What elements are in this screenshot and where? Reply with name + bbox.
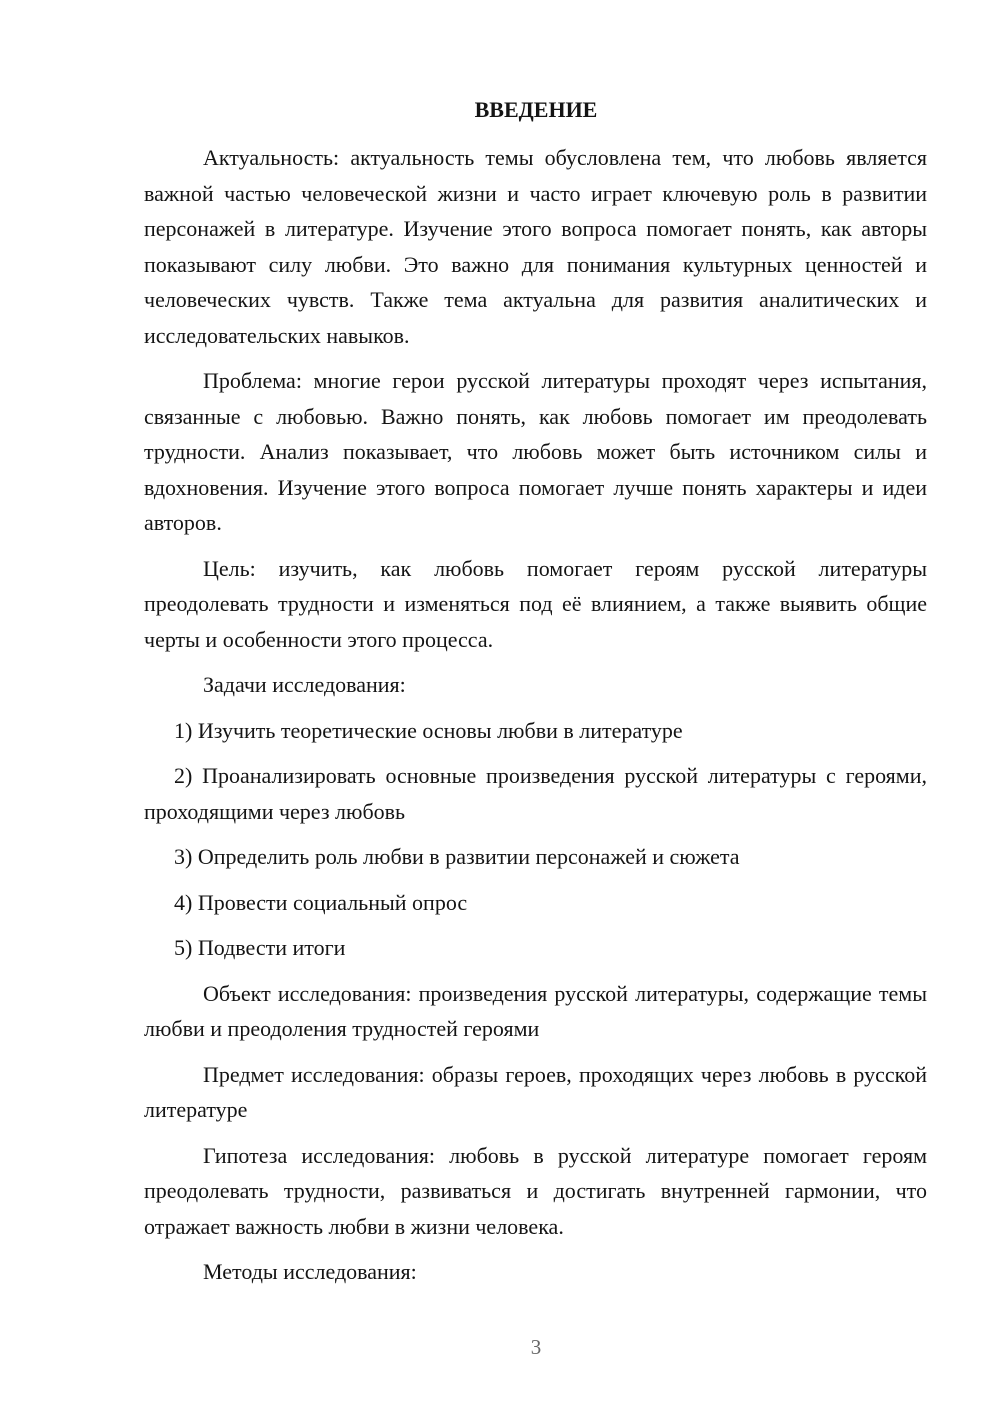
task-item: 1) Изучить теоретические основы любви в литературе (174, 717, 683, 743)
paragraph-methods-heading: Методы исследования: (203, 1259, 417, 1284)
paragraph-relevance: Актуальность: актуальность темы обусловлена тем, что любовь является важной частью человеческой жизни и часто играет ключевую роль в развитии персонажей в литературе. Изучение этого вопроса помогает понять, как авторы показывают силу любви. Это важно для понимания культурных ценностей и человеческих чувств. Также тема актуальна для развития аналитических и исследовательских навыков. (144, 145, 927, 348)
page-number: 3 (530, 1335, 542, 1359)
paragraph-object: Объект исследования: произведения русской литературы, содержащие темы любви и преодоления трудностей героями (144, 980, 927, 1041)
section-title: ВВЕДЕНИЕ (474, 97, 598, 122)
task-item: 5) Подвести итоги (174, 935, 346, 960)
task-item: 2) Проанализировать основные произведения русской литературы с героями, проходящими через любовь (144, 763, 927, 824)
paragraph-tasks-heading: Задачи исследования: (203, 672, 406, 697)
paragraph-problem: Проблема: многие герои русской литературы проходят через испытания, связанные с любовью. Важно понять, как любовь помогает им преодолевать трудности. Анализ показывает, что любовь может быть источником силы и вдохновения. Изучение этого вопроса помогает лучше понять характеры и идеи авторов. (144, 368, 927, 535)
document-body (144, 140, 927, 1300)
paragraph-hypothesis: Гипотеза исследования: любовь в русской литературе помогает героям преодолевать трудности, развиваться и достигать внутренней гармонии, что отражает важность любви в жизни человека. (144, 1142, 927, 1239)
paragraph-goal: Цель: изучить, как любовь помогает героям русской литературы преодолевать трудности и изменяться под её влиянием, а также выявить общие черты и особенности этого процесса. (144, 555, 927, 652)
task-item: 4) Провести социальный опрос (174, 889, 468, 915)
task-item: 3) Определить роль любви в развитии персонажей и сюжета (174, 844, 740, 869)
paragraph-subject: Предмет исследования: образы героев, проходящих через любовь в русской литературе (144, 1061, 927, 1122)
